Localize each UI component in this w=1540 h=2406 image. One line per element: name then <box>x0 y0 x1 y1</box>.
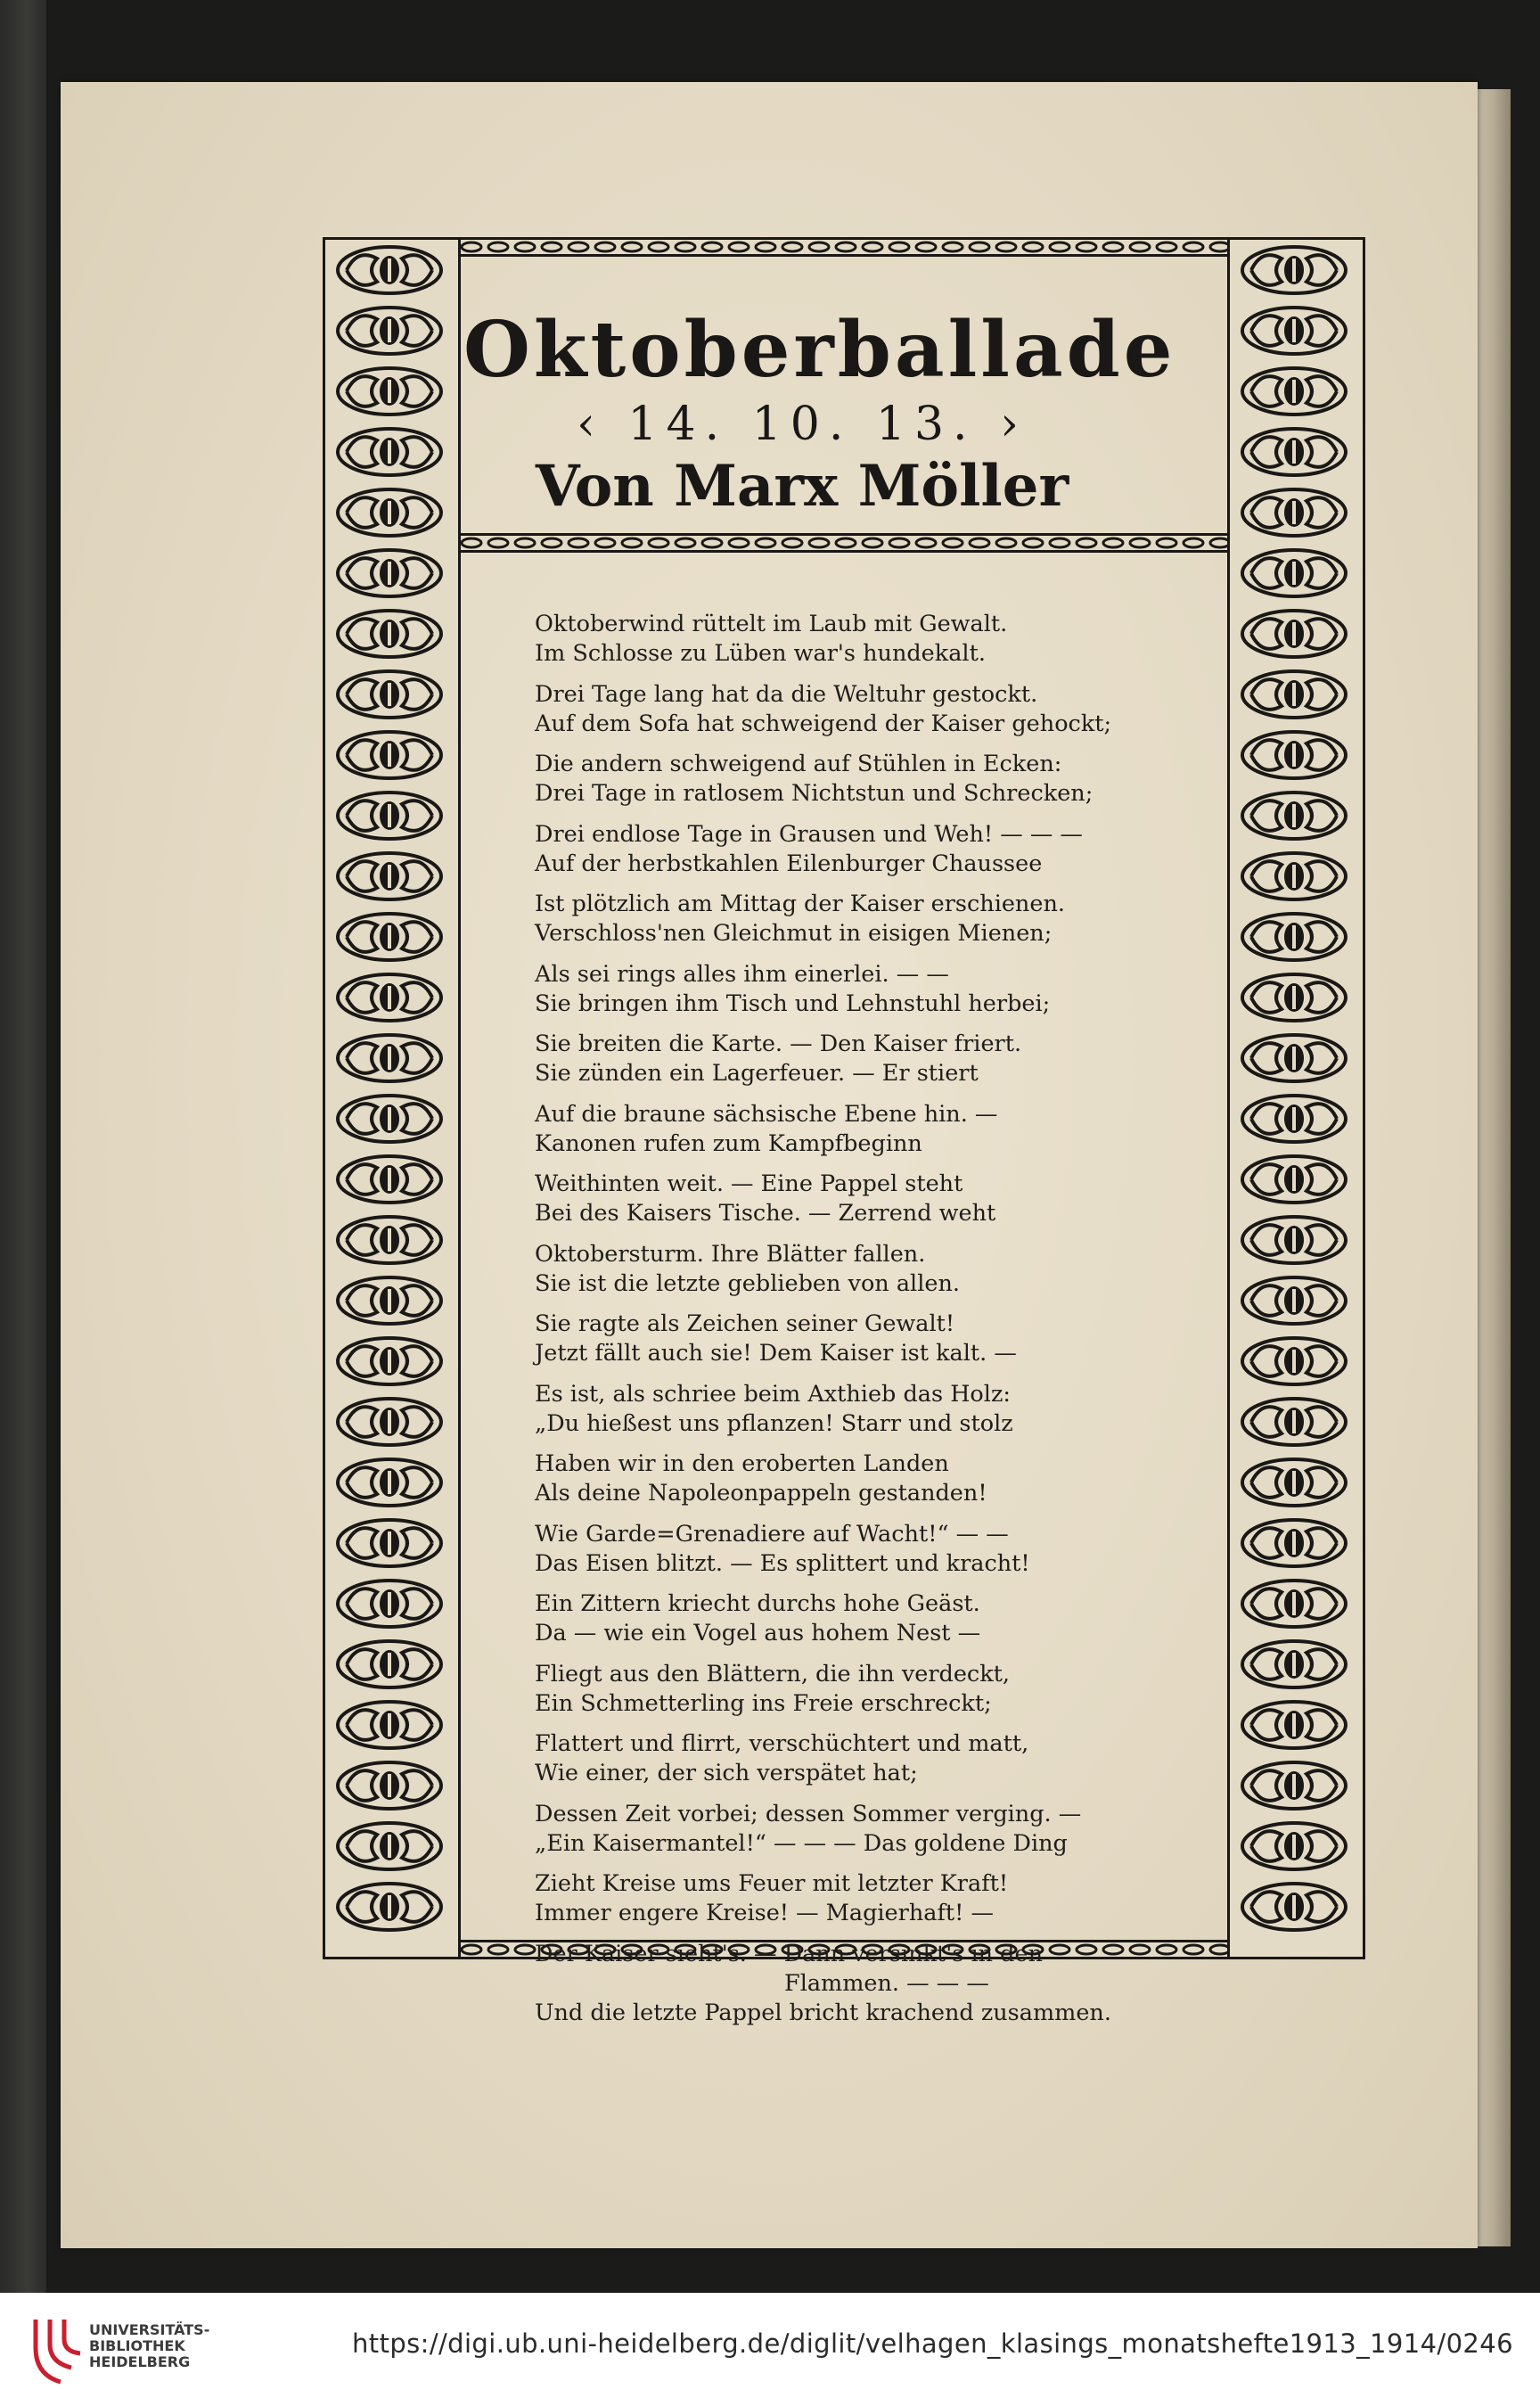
stanza <box>535 680 1141 739</box>
frame-ornament-icon <box>1230 725 1357 785</box>
next-page-edge <box>1475 89 1511 2246</box>
frame-ornament-icon <box>1230 1331 1357 1392</box>
stanza <box>535 1100 1141 1159</box>
frame-ornament-icon <box>325 664 453 725</box>
poem-line: Drei Tage in ratlosem Nichtstun und Schrecken; <box>535 780 1094 807</box>
poem-line: Sie ist die letzte geblieben von allen. <box>535 1269 960 1297</box>
frame-ornament-icon <box>325 482 453 543</box>
frame-ornament-icon <box>1230 300 1357 361</box>
frame-left-column <box>323 237 461 1959</box>
page-url-link[interactable]: https://digi.ub.uni-heidelberg.de/diglit/velhagen_klasings_monatshefte1913_1914/0246 <box>352 2328 1513 2359</box>
poem-line: Flattert und flirrt, verschüchtert und matt, <box>535 1730 1029 1757</box>
poem-line: Sie breiten die Karte. — Den Kaiser friert. <box>535 1031 1022 1057</box>
poem-line: Auf dem Sofa hat schweigend der Kaiser gehockt; <box>535 710 1112 737</box>
poem-line: „Du hießest uns pflanzen! Starr und stolz <box>535 1409 1013 1437</box>
poem-line: Bei des Kaisers Tische. — Zerrend weht <box>535 1200 996 1227</box>
poem-line: Oktobersturm. Ihre Blätter fallen. <box>535 1240 926 1268</box>
stanza <box>535 820 1141 879</box>
poem-line: Dessen Zeit vorbei; dessen Sommer verging. — <box>535 1800 1082 1827</box>
stanza <box>535 1240 1141 1299</box>
stanza <box>535 890 1141 948</box>
frame-ornament-icon <box>325 422 453 482</box>
university-logo-icon <box>25 2312 87 2389</box>
frame-top-border <box>323 237 1365 257</box>
frame-ornament-icon <box>325 1392 453 1452</box>
frame-ornament-icon <box>1230 1210 1357 1270</box>
stanza <box>535 1660 1141 1719</box>
frame-ornament-icon <box>325 1331 453 1392</box>
heading-block <box>463 305 1176 520</box>
frame-ornament-icon <box>1230 1392 1357 1452</box>
frame-ornament-icon <box>325 1088 453 1149</box>
frame-ornament-icon <box>325 1028 453 1088</box>
frame-ornament-icon <box>325 725 453 785</box>
frame-ornament-icon <box>1230 1028 1357 1088</box>
frame-ornament-icon <box>325 604 453 664</box>
stanza <box>535 1729 1141 1788</box>
poem-line: Weithinten weit. — Eine Pappel steht <box>535 1170 963 1197</box>
poem-line: Fliegt aus den Blättern, die ihn verdeckt, <box>535 1660 1011 1687</box>
poem-line: Das Eisen blitzt. — Es splittert und kracht! <box>535 1549 1030 1577</box>
poem-date: ‹ 14. 10. 13. › <box>577 398 1028 451</box>
poem-line: Da — wie ein Vogel aus hohem Nest — <box>535 1620 981 1646</box>
frame-ornament-icon <box>1230 1755 1357 1816</box>
poem-line: Sie ragte als Zeichen seiner Gewalt! <box>535 1310 955 1337</box>
poem-author: Von Marx Möller <box>535 453 1069 520</box>
poem-line: Flammen. — — — <box>784 1969 989 1997</box>
poem-line: Verschloss'nen Gleichmut in eisigen Mienen; <box>535 920 1053 947</box>
poem-line: Die andern schweigend auf Stühlen in Ecken: <box>535 751 1062 777</box>
frame-ornament-icon <box>325 846 453 907</box>
poem-line: Der Kaiser sieht's. — Dann versinkt's in den <box>535 1940 1044 1967</box>
frame-ornament-icon <box>1230 361 1357 422</box>
poem-line: Sie bringen ihm Tisch und Lehnstuhl herbei; <box>535 989 1051 1017</box>
poem-line: Und die letzte Pappel bricht krachend zusammen. <box>535 1999 1111 2026</box>
poem-body <box>535 610 1141 2039</box>
poem-line: Auf die braune sächsische Ebene hin. — <box>535 1100 998 1128</box>
frame-ornament-icon <box>1230 967 1357 1028</box>
frame-ornament-icon <box>1230 1452 1357 1513</box>
frame-ornament-icon <box>1230 604 1357 664</box>
stanza <box>535 1380 1141 1439</box>
frame-ornament-icon <box>1230 1573 1357 1634</box>
viewer-footer <box>0 2293 1540 2406</box>
stanza <box>535 1869 1141 1928</box>
poem-line: Haben wir in den eroberten Landen <box>535 1450 949 1477</box>
poem-line: Im Schlosse zu Lüben war's hundekalt. <box>535 640 986 667</box>
frame-ornament-icon <box>325 967 453 1028</box>
frame-ornament-icon <box>325 240 453 300</box>
frame-ornament-icon <box>325 907 453 967</box>
poem-line: Es ist, als schriee beim Axthieb das Holz: <box>535 1380 1011 1408</box>
frame-ornament-icon <box>1230 422 1357 482</box>
poem-line: Ist plötzlich am Mittag der Kaiser erschienen. <box>535 891 1065 917</box>
final-stanza <box>535 1940 1141 2028</box>
frame-ornament-icon <box>1230 1816 1357 1876</box>
stanza <box>535 1589 1141 1648</box>
poem-line: Auf der herbstkahlen Eilenburger Chaussee <box>535 850 1043 877</box>
poem-title: Oktoberballade <box>463 305 1176 395</box>
frame-ornament-icon <box>325 1513 453 1573</box>
frame-ornament-icon <box>1230 1695 1357 1755</box>
frame-ornament-icon <box>325 1876 453 1937</box>
stanza <box>535 1030 1141 1088</box>
frame-ornament-icon <box>325 1816 453 1876</box>
frame-ornament-icon <box>1230 1270 1357 1331</box>
poem-line: Ein Schmetterling ins Freie erschreckt; <box>535 1689 992 1717</box>
frame-ornament-icon <box>1230 543 1357 604</box>
frame-ornament-icon <box>325 1210 453 1270</box>
stanza <box>535 610 1141 669</box>
stanza <box>535 960 1141 1019</box>
poem-line: Oktoberwind rüttelt im Laub mit Gewalt. <box>535 611 1008 637</box>
library-name: UNIVERSITÄTS- BIBLIOTHEK HEIDELBERG <box>89 2321 210 2370</box>
frame-ornament-icon <box>1230 907 1357 967</box>
poem-line: Drei Tage lang hat da die Weltuhr gestockt. <box>535 680 1038 708</box>
poem-line: Drei endlose Tage in Grausen und Weh! — — — <box>535 820 1083 848</box>
frame-ornament-icon <box>1230 240 1357 300</box>
stanza <box>535 1449 1141 1508</box>
stanza <box>535 1310 1141 1368</box>
frame-ornament-icon <box>1230 482 1357 543</box>
stanza <box>535 1170 1141 1228</box>
frame-ornament-icon <box>325 1695 453 1755</box>
frame-ornament-icon <box>325 1452 453 1513</box>
poem-line: Wie Garde=Grenadiere auf Wacht!“ — — <box>535 1520 1009 1548</box>
frame-ornament-icon <box>1230 1088 1357 1149</box>
poem-line: Kanonen rufen zum Kampfbeginn <box>535 1129 922 1157</box>
frame-ornament-icon <box>325 1755 453 1816</box>
frame-ornament-icon <box>325 300 453 361</box>
frame-ornament-icon <box>325 1270 453 1331</box>
frame-ornament-icon <box>1230 785 1357 846</box>
stanza <box>535 1520 1141 1579</box>
frame-ornament-icon <box>325 1149 453 1210</box>
stanza <box>535 1800 1141 1859</box>
scanner-board <box>0 0 46 2293</box>
frame-ornament-icon <box>325 785 453 846</box>
poem-line: Zieht Kreise ums Feuer mit letzter Kraft! <box>535 1870 1009 1897</box>
frame-ornament-icon <box>325 543 453 604</box>
poem-line: Ein Zittern kriecht durchs hohe Geäst. <box>535 1590 980 1617</box>
frame-ornament-icon <box>1230 1634 1357 1695</box>
poem-line: Sie zünden ein Lagerfeuer. — Er stiert <box>535 1060 979 1087</box>
stanza <box>535 750 1141 809</box>
frame-ornament-icon <box>325 361 453 422</box>
frame-ornament-icon <box>1230 664 1357 725</box>
frame-ornament-icon <box>325 1634 453 1695</box>
frame-ornament-icon <box>1230 1513 1357 1573</box>
poem-line: Jetzt fällt auch sie! Dem Kaiser ist kalt. — <box>535 1340 1017 1367</box>
frame-ornament-icon <box>1230 1149 1357 1210</box>
poem-line: Immer engere Kreise! — Magierhaft! — <box>535 1900 994 1926</box>
frame-middle-border <box>456 533 1232 553</box>
frame-ornament-icon <box>1230 1876 1357 1937</box>
poem-line: Wie einer, der sich verspätet hat; <box>535 1760 918 1786</box>
poem-line: Als deine Napoleonpappeln gestanden! <box>535 1480 987 1507</box>
frame-right-column <box>1227 237 1365 1959</box>
frame-ornament-icon <box>1230 846 1357 907</box>
poem-line: „Ein Kaisermantel!“ — — — Das goldene Ding <box>535 1829 1068 1857</box>
poem-line: Als sei rings alles ihm einerlei. — — <box>535 960 949 988</box>
frame-ornament-icon <box>325 1573 453 1634</box>
